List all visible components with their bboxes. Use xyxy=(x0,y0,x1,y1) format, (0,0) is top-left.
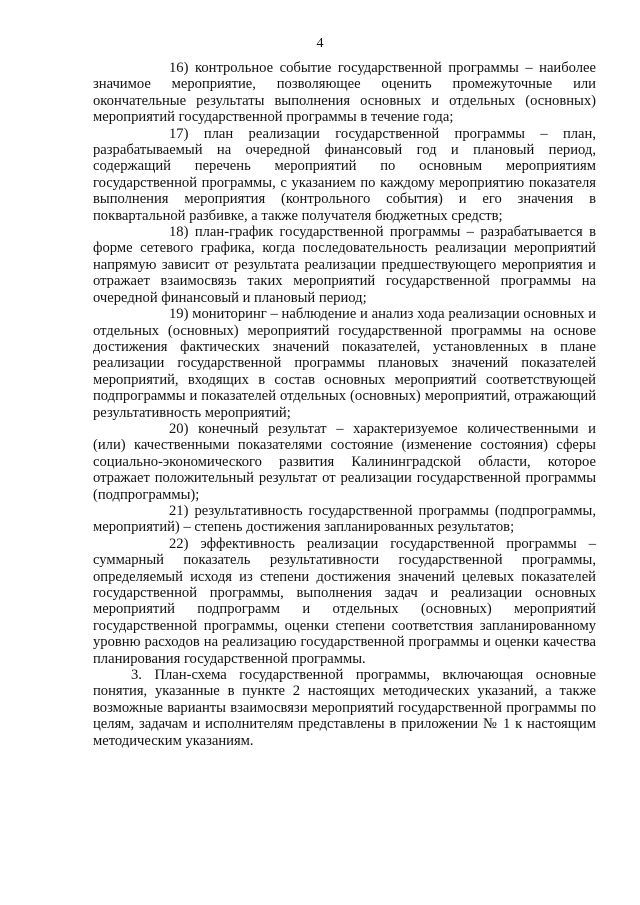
item-number: 17) xyxy=(169,125,189,142)
document-body xyxy=(93,60,596,749)
paragraph-text: конечный результат – характеризуемое количественными и (или) качественными показателями состояние (изменение состояния) сферы социально-экономического развития Калининградской области, которое отражает положительный результат от реализации государственной программы (подпрограммы); xyxy=(93,420,596,503)
paragraph-17 xyxy=(93,126,596,224)
item-number: 19) xyxy=(169,306,189,323)
item-number: 16) xyxy=(169,60,189,76)
paragraph-text: план-график государственной программы – разрабатывается в форме сетевого графика, когда последовательность реализации мероприятий напрямую зависит от результата реализации предшествующего мероприятия и отражает взаимосвязь таких мероприятий государственной программы на очередной финансовый и плановый период; xyxy=(93,224,596,306)
item-number: 22) xyxy=(169,535,189,552)
paragraph-text: мониторинг – наблюдение и анализ хода реализации основных и отдельных (основных) мероприятий государственной программы на основе достижения фактических значений показателей, установленных в плане реализации государственной программы плановых значений показателей мероприятий, входящих в состав основных мероприятий соответствующей подпрограммы и показателей отдельных (основных) мероприятий, отражающий результативность мероприятий; xyxy=(93,306,597,421)
item-number: 18) xyxy=(169,224,189,241)
item-number: 21) xyxy=(169,502,189,519)
paragraph-section-3 xyxy=(93,667,596,749)
page-number: 4 xyxy=(316,36,324,51)
paragraph-18 xyxy=(93,224,596,306)
paragraph-22 xyxy=(93,536,596,667)
paragraph-text: план реализации государственной программы – план, разрабатываемый на очередной финансовый год и плановый период, содержащий перечень мероприятий по основным мероприятиям государственной программы, с указанием по каждому мероприятию показателя выполнения мероприятия (контрольного события) и его значения в поквартальной разбивке, а также получателя бюджетных средств; xyxy=(93,125,596,224)
paragraph-text: эффективность реализации государственной программы – суммарный показатель результативности государственной программы, определяемый исходя из степени достижения значений целевых показателей государственной программы, выполнения задач и реализации основных мероприятий подпрограмм и отдельных (основных) мероприятий государственной программы, оценки степени соответствия запланированному уровню расходов на реализацию государственной программы и оценки качества планирования государственной программы. xyxy=(93,535,596,667)
paragraph-text: контрольное событие государственной программы – наиболее значимое мероприятие, позволяющее оценить промежуточные или окончательные результаты выполнения основных и отдельных (основных) мероприятий государственной программы в течение года; xyxy=(93,60,596,126)
paragraph-19 xyxy=(93,306,596,421)
item-number: 20) xyxy=(169,420,189,437)
paragraph-20 xyxy=(93,421,596,503)
paragraph-21 xyxy=(93,503,596,536)
paragraph-16 xyxy=(93,60,596,126)
paragraph-text: 3. План-схема государственной программы, включающая основные понятия, указанные в пункте 2 настоящих методических указаний, а также возможные варианты взаимосвязи мероприятий государственной программы по целям, задачам и исполнителям представлены в приложении № 1 к настоящим методическим указаниям. xyxy=(93,667,596,749)
paragraph-text: результативность государственной программы (подпрограммы, мероприятий) – степень достижения запланированных результатов; xyxy=(93,502,596,536)
